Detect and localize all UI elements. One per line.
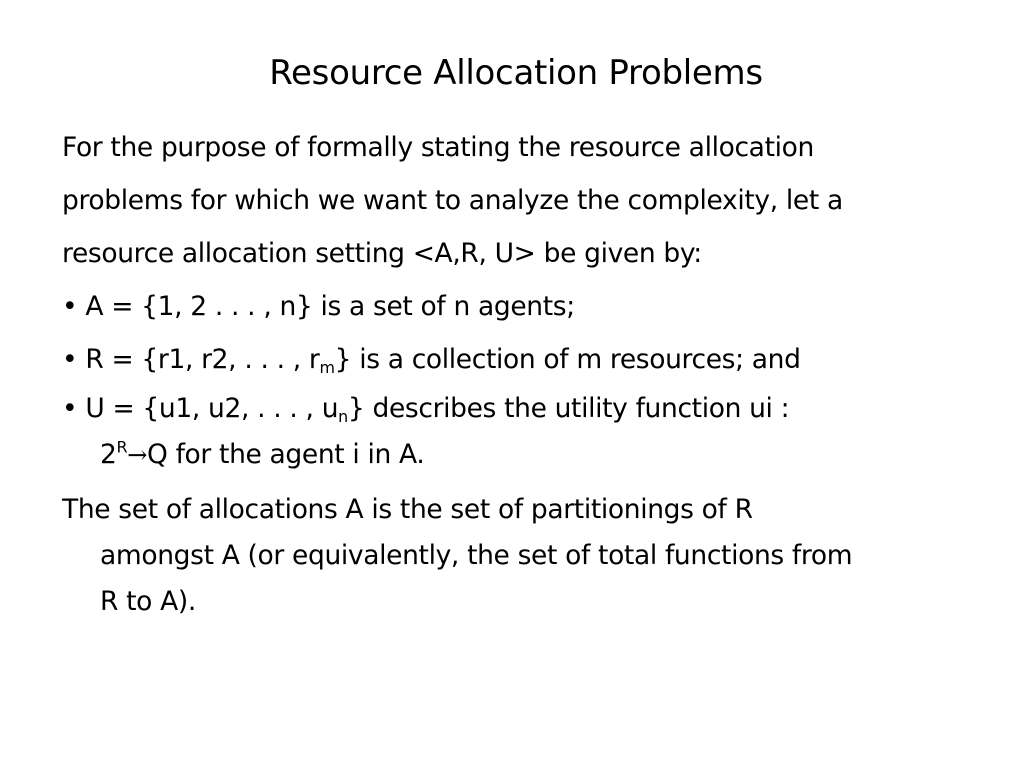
intro-line-2: problems for which we want to analyze the complexity, let a	[62, 185, 843, 216]
bullet-utilities-post: } describes the utility function ui :	[347, 393, 790, 424]
slide-body	[62, 121, 992, 625]
bullet-resources-pre: • R = {r1, r2, . . . , r	[62, 344, 320, 375]
bullet-utilities-cont: Q for the agent i in A.	[146, 439, 425, 470]
closing-paragraph	[62, 487, 992, 625]
bullet-resources-post: } is a collection of m resources; and	[334, 344, 801, 375]
slide-title: Resource Allocation Problems	[269, 53, 763, 93]
closing-line-3: R to A).	[100, 586, 196, 617]
closing-line-1: The set of allocations A is the set of partitionings of R	[62, 494, 753, 525]
power-set-exponent: R	[116, 437, 128, 457]
bullet-utilities-subscript: n	[338, 406, 348, 426]
bullet-agents: • A = {1, 2 . . . , n} is a set of n agents;	[62, 291, 575, 322]
intro-line-1: For the purpose of formally stating the resource allocation	[62, 132, 814, 163]
bullet-utilities	[62, 386, 992, 478]
right-arrow-icon: →	[127, 441, 147, 469]
closing-line-2: amongst A (or equivalently, the set of total functions from	[100, 540, 853, 571]
bullet-utilities-line-2	[62, 432, 992, 478]
bullet-resources-subscript: m	[319, 357, 335, 377]
power-set-base: 2	[100, 439, 117, 470]
bullet-utilities-line-1	[62, 386, 992, 432]
bullet-utilities-pre: • U = {u1, u2, . . . , u	[62, 393, 339, 424]
bullet-resources	[62, 333, 992, 386]
intro-line-3: resource allocation setting <A,R, U> be given by:	[62, 238, 702, 269]
